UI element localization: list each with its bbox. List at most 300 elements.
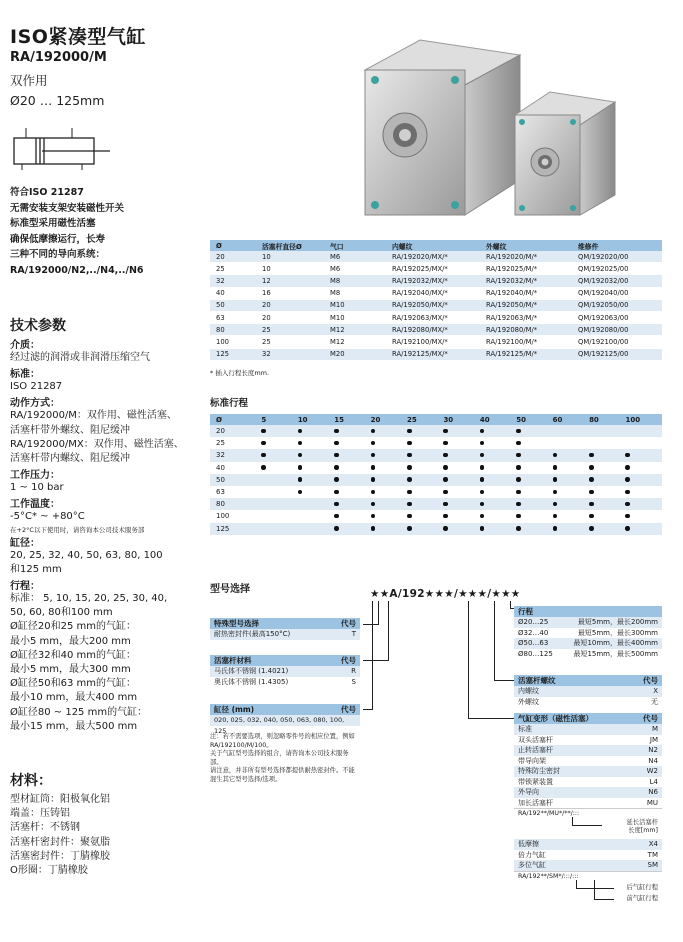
bore-line: 20, 25, 32, 40, 50, 63, 80, 100 <box>10 549 163 561</box>
stroke-cell <box>589 474 625 486</box>
stroke-cell <box>480 449 516 461</box>
availability-dot <box>371 526 376 531</box>
stroke-cell <box>371 510 407 522</box>
table-cell: RA/192050/MX/* <box>386 299 480 311</box>
thread-head: 活塞杆螺纹 <box>518 676 556 685</box>
table-cell: 25 <box>256 324 324 336</box>
thread-row-label: 外螺纹 <box>518 697 539 706</box>
thread-row-label: 内螺纹 <box>518 687 539 695</box>
stroke-cell <box>516 523 552 535</box>
availability-dot <box>407 453 412 458</box>
variant-row <box>514 798 662 809</box>
stroke-bore: Ø50…63 <box>518 639 549 647</box>
stroke-cell <box>516 474 552 486</box>
stroke-row <box>210 523 662 535</box>
availability-dot <box>443 477 448 482</box>
table-cell: RA/192032/M/* <box>480 275 572 287</box>
tech-section-title: 技术参数 <box>10 318 66 334</box>
materials-title: 材料： <box>10 773 52 789</box>
feature-item: 无需安装支架安装磁性开关 <box>10 202 125 214</box>
stroke-cell <box>407 462 443 474</box>
stroke-cell <box>625 462 662 474</box>
stroke-line: 最小5 mm，最大300 mm <box>10 664 131 676</box>
table-cell: 20 <box>210 251 256 263</box>
stroke-cell <box>625 498 662 510</box>
selection-title: 型号选择 <box>210 584 250 595</box>
bore-label: 缸径： <box>10 537 40 549</box>
table-row <box>210 299 662 311</box>
stroke-cell <box>553 486 589 498</box>
note-line: 请注意，并非所有型号选择都提供耐热密封件。不能混生其它型号选择/选项。 <box>210 767 355 783</box>
page-title: ISO紧凑型气缸 <box>10 26 146 48</box>
table-cell: RA/192050/M/* <box>480 299 572 311</box>
stroke-row-bore: 32 <box>210 449 261 461</box>
table-cell: RA/192020/MX/* <box>386 251 480 263</box>
table-cell: QM/192050/00 <box>572 299 662 311</box>
variant-row-code: TM <box>647 850 658 859</box>
availability-dot <box>516 502 521 507</box>
material-item: 活塞杆密封件：聚氨脂 <box>10 836 110 848</box>
stroke-cell <box>553 510 589 522</box>
variant-row-label: 止转活塞杆 <box>518 746 553 754</box>
table-row <box>210 251 662 263</box>
stroke-cell <box>553 462 589 474</box>
stroke-line: Ø缸径20和25 mm的气缸： <box>10 621 136 633</box>
stroke-cell <box>371 486 407 498</box>
rod-material-box <box>210 655 360 687</box>
availability-dot <box>407 502 412 507</box>
availability-dot <box>261 429 266 434</box>
stroke-range: 最短5mm，最长300mm <box>577 628 658 637</box>
stroke-cell <box>334 523 370 535</box>
th-inner: 内螺纹 <box>386 240 480 251</box>
rod-row-label: 奥氏体不锈钢 (1.4305) <box>214 677 289 686</box>
rod-row-label: 马氏体不锈钢 (1.4021) <box>214 667 289 675</box>
table-cell: QM/192080/00 <box>572 324 662 336</box>
table-cell: M6 <box>324 263 386 275</box>
stroke-cell <box>261 486 297 498</box>
stroke-cell <box>443 486 479 498</box>
availability-dot <box>589 465 594 470</box>
stroke-cell <box>625 425 662 437</box>
feature-list <box>10 185 200 279</box>
variant-row-code: MU <box>646 798 658 807</box>
stroke-cell <box>516 510 552 522</box>
stroke-cell <box>407 486 443 498</box>
table-cell: QM/192063/00 <box>572 311 662 323</box>
table-cell: QM/192025/00 <box>572 263 662 275</box>
multi-pos-note1: 后气缸行程 <box>626 883 658 891</box>
availability-dot <box>334 453 339 458</box>
rod-head: 活塞杆材料 <box>214 656 252 665</box>
seal-head: 特殊型号选择 <box>214 619 259 628</box>
stroke-cell <box>589 486 625 498</box>
variant-row-code: N2 <box>648 746 658 754</box>
availability-dot <box>443 429 448 434</box>
availability-dot <box>553 526 558 531</box>
temp-label: 工作温度： <box>10 499 60 511</box>
stroke-row-bore: 50 <box>210 474 261 486</box>
feature-item: RA/192000/N2,../N4,../N6 <box>10 264 144 276</box>
note-line: 注：若不需要选项，则忽略零件号的相应位置，例如RA/192100/M/100。 <box>210 733 355 749</box>
table-cell: QM/192032/00 <box>572 275 662 287</box>
variant-row <box>514 787 662 798</box>
stroke-bore: Ø20…25 <box>518 618 549 626</box>
table-cell: 10 <box>256 251 324 263</box>
availability-dot <box>298 453 303 458</box>
availability-dot <box>407 526 412 531</box>
mode-label: 动作方式： <box>10 398 60 410</box>
stroke-line: 最小15 mm，最大500 mm <box>10 720 138 732</box>
stroke-line: Ø缸径80 ~ 125 mm的气缸： <box>10 706 148 718</box>
temp-value: -5°C* ~ +80°C <box>10 511 85 523</box>
table-cell: 16 <box>256 287 324 299</box>
stroke-line: Ø缸径32和40 mm的气缸： <box>10 649 136 661</box>
th-kit: 维修件 <box>572 240 662 251</box>
stroke-cell <box>516 498 552 510</box>
seal-row-label: 耐热密封件(最高150°C) <box>214 630 291 638</box>
stroke-line: 50, 60, 80和100 mm <box>10 607 113 619</box>
stroke-cell <box>371 437 407 449</box>
material-item: O形圈：丁腈橡胶 <box>10 865 88 877</box>
ext-rod-note: 延长活塞杆 <box>626 819 658 826</box>
stroke-option-box <box>514 606 662 659</box>
stroke-cell <box>261 425 297 437</box>
variant-row-code: N4 <box>648 756 658 765</box>
availability-dot <box>625 477 630 482</box>
stroke-cell <box>334 449 370 461</box>
stroke-row <box>210 474 662 486</box>
stroke-header-cell: 60 <box>553 414 589 425</box>
stroke-cell <box>371 474 407 486</box>
seal-row-code: T <box>351 630 356 638</box>
stroke-cell <box>407 510 443 522</box>
material-item: 端盖：压铸铝 <box>10 808 70 820</box>
stroke-line: 最小10 mm，最大400 mm <box>10 692 138 704</box>
table-cell: RA/192040/M/* <box>480 287 572 299</box>
feature-item: 标准型采用磁性活塞 <box>10 218 96 230</box>
standard-value: ISO 21287 <box>10 381 63 393</box>
availability-dot <box>298 441 303 446</box>
availability-dot <box>553 465 558 470</box>
table-row <box>210 311 662 323</box>
stroke-cell <box>589 498 625 510</box>
variant-code-head: 代号 <box>643 714 658 723</box>
variant-row <box>514 735 662 746</box>
availability-dot <box>443 526 448 531</box>
table-row <box>210 336 662 348</box>
stroke-cell <box>371 498 407 510</box>
availability-dot <box>371 502 376 507</box>
variant-row-label: 特殊防尘密封 <box>518 767 560 775</box>
stroke-row <box>210 510 662 522</box>
variant-row-label: 带导向架 <box>518 756 546 765</box>
variant-row-code: W2 <box>646 767 658 775</box>
variant-row-code: L4 <box>649 777 658 786</box>
availability-dot <box>480 490 485 495</box>
th-bore: Ø <box>210 240 256 251</box>
stroke-cell <box>553 425 589 437</box>
stroke-cell <box>334 510 370 522</box>
bore-line: 和125 mm <box>10 563 62 575</box>
table-cell: M12 <box>324 336 386 348</box>
variant-row-label: 双头活塞杆 <box>518 735 553 744</box>
feature-item: 符合ISO 21287 <box>10 187 84 198</box>
stroke-cell <box>589 462 625 474</box>
availability-dot <box>371 465 376 470</box>
table-cell: RA/192100/M/* <box>480 336 572 348</box>
availability-dot <box>298 477 303 482</box>
availability-dot <box>625 514 630 519</box>
table-cell: 25 <box>256 336 324 348</box>
table-cell: RA/192020/M/* <box>480 251 572 263</box>
variant-row-label: 加长活塞杆 <box>518 798 553 807</box>
stroke-cell <box>589 425 625 437</box>
stroke-cell <box>298 462 334 474</box>
availability-dot <box>371 429 376 434</box>
variant-row-code: JM <box>649 735 658 744</box>
stroke-row-bore: 25 <box>210 437 261 449</box>
stroke-cell <box>334 462 370 474</box>
availability-dot <box>480 502 485 507</box>
table-cell: M12 <box>324 324 386 336</box>
table-row <box>210 275 662 287</box>
stroke-cell <box>407 523 443 535</box>
table-cell: RA/192080/M/* <box>480 324 572 336</box>
availability-dot <box>625 502 630 507</box>
availability-dot <box>480 429 485 434</box>
rod-row-code: S <box>351 677 356 686</box>
stroke-row-bore: 125 <box>210 523 261 535</box>
thread-code-head: 代号 <box>643 676 658 685</box>
availability-dot <box>516 441 521 446</box>
availability-dot <box>298 490 303 495</box>
availability-dot <box>589 453 594 458</box>
pneumatic-symbol-diagram <box>12 126 112 172</box>
feature-item: 三种不同的导向系统： <box>10 249 106 261</box>
stroke-header-cell: 20 <box>371 414 407 425</box>
tech-params <box>10 336 200 734</box>
stroke-header-cell: 40 <box>480 414 516 425</box>
table-cell: M8 <box>324 287 386 299</box>
availability-dot <box>298 429 303 434</box>
stroke-row <box>210 486 662 498</box>
seal-option-box <box>210 618 360 640</box>
table-cell: QM/192040/00 <box>572 287 662 299</box>
variant-row-label: 外导向 <box>518 788 539 796</box>
availability-dot <box>407 465 412 470</box>
material-item: 活塞密封件：丁腈橡胶 <box>10 850 110 862</box>
stroke-row-bore: 80 <box>210 498 261 510</box>
stroke-row-bore: 20 <box>210 425 261 437</box>
availability-dot <box>480 441 485 446</box>
stroke-cell <box>443 498 479 510</box>
variant-head: 气缸变形（磁性活塞） <box>518 714 593 723</box>
availability-dot <box>371 441 376 446</box>
stroke-cell <box>261 437 297 449</box>
availability-dot <box>553 477 558 482</box>
table-cell: 25 <box>210 263 256 275</box>
stroke-cell <box>298 498 334 510</box>
stroke-cell <box>625 510 662 522</box>
stroke-cell <box>625 437 662 449</box>
variant-row-label: 带锁紧装置 <box>518 777 553 786</box>
standard-label: 标准： <box>10 369 40 381</box>
stroke-row <box>210 425 662 437</box>
medium-value: 经过滤的润滑或非润滑压缩空气 <box>10 352 150 363</box>
model-number: RA/192000/M <box>10 50 107 65</box>
stroke-cell <box>261 474 297 486</box>
variant-row-code: X4 <box>648 840 658 848</box>
availability-dot <box>334 514 339 519</box>
stroke-cell <box>516 486 552 498</box>
multi-pos-note2: 前气缸行程 <box>626 894 658 902</box>
stroke-row <box>210 449 662 461</box>
table-cell: M10 <box>324 299 386 311</box>
stroke-header-cell: Ø <box>210 414 261 425</box>
stroke-cell <box>480 498 516 510</box>
thread-option-box <box>514 675 662 707</box>
stroke-cell <box>407 437 443 449</box>
th-port: 气口 <box>324 240 386 251</box>
th-outer: 外螺纹 <box>480 240 572 251</box>
availability-dot <box>443 465 448 470</box>
stroke-cell <box>516 449 552 461</box>
table-cell: 32 <box>210 275 256 287</box>
variant-row <box>514 850 662 861</box>
availability-dot <box>480 453 485 458</box>
stroke-cell <box>407 474 443 486</box>
availability-dot <box>407 490 412 495</box>
stroke-header-cell: 10 <box>298 414 334 425</box>
bore-code-box <box>210 704 360 735</box>
stroke-range: 最短10mm，最长400mm <box>573 639 658 647</box>
stroke-cell <box>516 425 552 437</box>
medium-label: 介质： <box>10 340 40 351</box>
availability-dot <box>334 429 339 434</box>
availability-dot <box>261 441 266 446</box>
th-rod: 活塞杆直径Ø <box>256 240 324 251</box>
availability-dot <box>443 514 448 519</box>
stroke-cell <box>261 449 297 461</box>
availability-dot <box>261 453 266 458</box>
stroke-cell <box>443 510 479 522</box>
stroke-cell <box>298 425 334 437</box>
stroke-cell <box>261 462 297 474</box>
stroke-cell <box>443 425 479 437</box>
stroke-cell <box>625 449 662 461</box>
selection-notes <box>210 733 360 784</box>
variant-row <box>514 745 662 756</box>
bore-code-head: 代号 <box>341 705 356 714</box>
stroke-cell <box>480 437 516 449</box>
stroke-cell <box>443 449 479 461</box>
stroke-header-cell: 50 <box>516 414 552 425</box>
stroke-header-cell: 15 <box>334 414 370 425</box>
availability-dot <box>371 490 376 495</box>
availability-dot <box>334 526 339 531</box>
bore-codes: 020, 025, 032, 040, 050, 063, 080, 100, 125 <box>214 716 345 735</box>
ext-rod-code: RA/192**/MU*/**/::: <box>518 810 580 817</box>
stroke-row <box>210 437 662 449</box>
availability-dot <box>443 502 448 507</box>
table-cell: RA/192025/MX/* <box>386 263 480 275</box>
stroke-table-title: 标准行程 <box>210 398 249 409</box>
order-code: ★★A/192★★★/★★★/★★★ <box>370 588 521 600</box>
variant-option-box <box>514 713 662 906</box>
availability-dot <box>371 514 376 519</box>
stroke-cell <box>589 510 625 522</box>
availability-dot <box>443 453 448 458</box>
stroke-table <box>210 414 662 535</box>
stroke-cell <box>553 523 589 535</box>
table-cell: RA/192125/MX/* <box>386 348 480 360</box>
stroke-cell <box>589 523 625 535</box>
stroke-line: 最小5 mm，最大200 mm <box>10 635 131 647</box>
stroke-bore: Ø80…125 <box>518 649 553 658</box>
variant-row-label: 标准 <box>518 725 532 733</box>
stroke-cell <box>625 474 662 486</box>
variant-row-code: M <box>651 725 658 733</box>
table-cell: 20 <box>256 299 324 311</box>
availability-dot <box>589 514 594 519</box>
variant-row <box>514 724 662 735</box>
stroke-cell <box>298 486 334 498</box>
stroke-cell <box>261 498 297 510</box>
availability-dot <box>443 441 448 446</box>
stroke-cell <box>553 449 589 461</box>
temp-note: 在+2°C以下使用时，请咨询本公司技术服务部 <box>10 525 145 534</box>
stroke-cell <box>553 498 589 510</box>
table-row <box>210 324 662 336</box>
availability-dot <box>334 477 339 482</box>
table-note: * 插入行程长度mm. <box>210 369 270 377</box>
variant-row-code: N6 <box>648 788 658 796</box>
availability-dot <box>407 514 412 519</box>
variant-row <box>514 860 662 871</box>
stroke-cell <box>516 437 552 449</box>
stroke-cell <box>334 498 370 510</box>
stroke-cell <box>480 510 516 522</box>
stroke-header-cell: 25 <box>407 414 443 425</box>
availability-dot <box>589 490 594 495</box>
table-row <box>210 348 662 360</box>
stroke-cell <box>334 486 370 498</box>
stroke-cell <box>298 523 334 535</box>
variant-row <box>514 777 662 788</box>
table-cell: M6 <box>324 251 386 263</box>
stroke-cell <box>298 474 334 486</box>
table-cell: 100 <box>210 336 256 348</box>
availability-dot <box>480 514 485 519</box>
action-type: 双作用 <box>10 73 48 88</box>
availability-dot <box>625 526 630 531</box>
stroke-cell <box>553 437 589 449</box>
availability-dot <box>407 441 412 446</box>
ext-rod-note2: 长度[mm] <box>628 827 658 834</box>
availability-dot <box>553 490 558 495</box>
table-cell: 12 <box>256 275 324 287</box>
stroke-row-bore: 40 <box>210 462 261 474</box>
stroke-header-cell: 5 <box>261 414 297 425</box>
mode-line: 活塞杆带外螺纹、阻尼缓冲 <box>10 424 130 436</box>
variant-row <box>514 756 662 767</box>
stroke-cell <box>443 474 479 486</box>
stroke-range: 最短5mm，最长200mm <box>577 618 658 626</box>
availability-dot <box>625 453 630 458</box>
table-cell: 40 <box>210 287 256 299</box>
table-cell: 10 <box>256 263 324 275</box>
